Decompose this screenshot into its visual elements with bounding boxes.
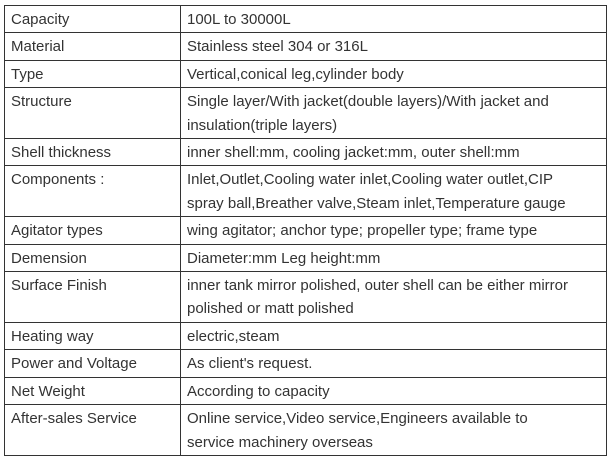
table-row — [5, 88, 607, 139]
row-label: Power and Voltage — [5, 350, 181, 377]
row-value: According to capacity — [181, 377, 607, 404]
row-value: electric,steam — [181, 322, 607, 349]
table-row — [5, 244, 607, 271]
row-label: Type — [5, 60, 181, 87]
row-label: Capacity — [5, 6, 181, 33]
row-value: Vertical,conical leg,cylinder body — [181, 60, 607, 87]
row-label: Material — [5, 33, 181, 60]
row-value: inner tank mirror polished, outer shell can be either mirror polished or matt polished — [181, 272, 607, 323]
row-label: Surface Finish — [5, 272, 181, 323]
table-row — [5, 272, 607, 323]
row-value: 100L to 30000L — [181, 6, 607, 33]
spec-table-body — [5, 6, 607, 456]
row-value: As client's request. — [181, 350, 607, 377]
row-value: Single layer/With jacket(double layers)/With jacket and insulation(triple layers) — [181, 88, 607, 139]
spec-table — [4, 5, 607, 456]
row-label: Heating way — [5, 322, 181, 349]
row-value: inner shell:mm, cooling jacket:mm, outer shell:mm — [181, 139, 607, 166]
row-value: Online service,Video service,Engineers available to service machinery overseas — [181, 405, 607, 456]
row-value: Inlet,Outlet,Cooling water inlet,Cooling water outlet,CIP spray ball,Breather valve,Steam inlet,Temperature gauge — [181, 166, 607, 217]
table-row — [5, 33, 607, 60]
row-label: Shell thickness — [5, 139, 181, 166]
table-row — [5, 350, 607, 377]
row-label: Agitator types — [5, 217, 181, 244]
table-row — [5, 377, 607, 404]
table-row — [5, 322, 607, 349]
table-row — [5, 217, 607, 244]
table-row — [5, 405, 607, 456]
table-row — [5, 139, 607, 166]
row-label: Structure — [5, 88, 181, 139]
row-label: Components : — [5, 166, 181, 217]
row-value: wing agitator; anchor type; propeller type; frame type — [181, 217, 607, 244]
table-row — [5, 6, 607, 33]
table-row — [5, 166, 607, 217]
row-value: Stainless steel 304 or 316L — [181, 33, 607, 60]
row-label: After-sales Service — [5, 405, 181, 456]
row-value: Diameter:mm Leg height:mm — [181, 244, 607, 271]
row-label: Net Weight — [5, 377, 181, 404]
table-row — [5, 60, 607, 87]
row-label: Demension — [5, 244, 181, 271]
